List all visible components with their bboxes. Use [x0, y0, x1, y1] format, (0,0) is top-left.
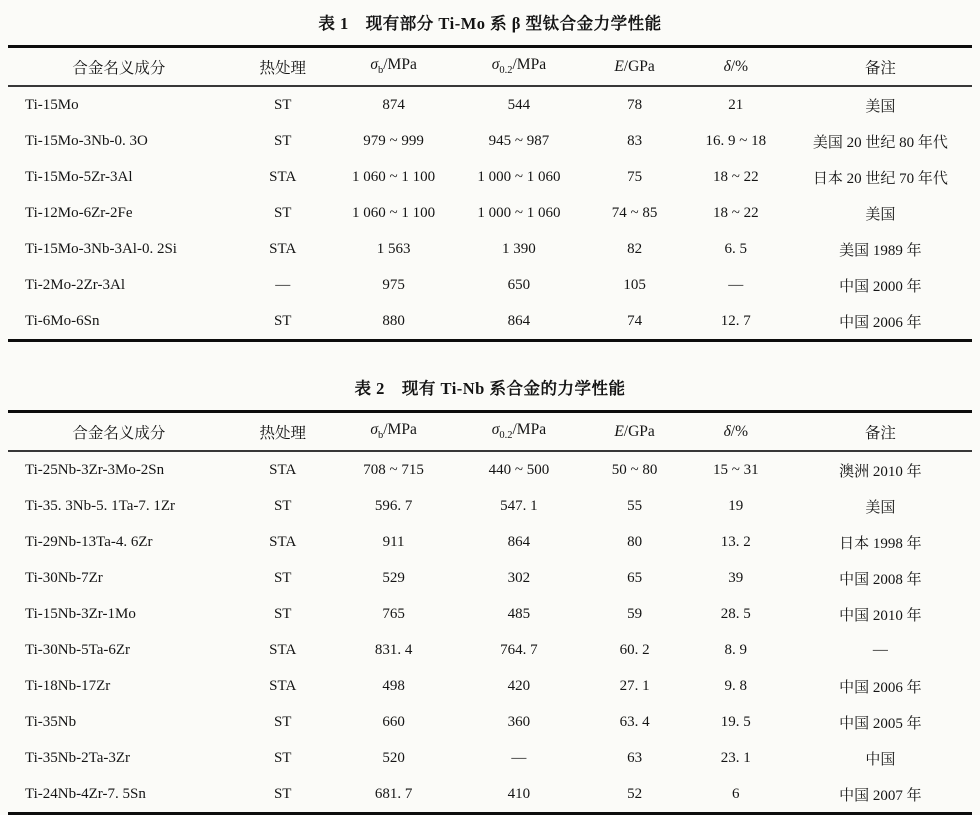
- cell-alloy-composition: Ti-25Nb-3Zr-3Mo-2Sn: [25, 461, 165, 478]
- col-header-elongation: [683, 47, 789, 87]
- cell-elongation: 21: [728, 96, 744, 113]
- cell-sigma-02: 764. 7: [500, 641, 538, 658]
- cell-elongation: —: [728, 276, 744, 293]
- sigma-02-subscript: 0.2: [499, 65, 513, 77]
- table-row: [8, 267, 972, 303]
- col-header-alloy-composition: 合金名义成分: [8, 412, 230, 452]
- cell-sigma-02: 1 390: [502, 240, 536, 257]
- cell-remark: 中国 2006 年: [839, 314, 922, 331]
- cell-sigma-b: 498: [382, 677, 405, 694]
- sigma-b-subscript: b: [377, 430, 384, 442]
- e-symbol: E: [614, 57, 624, 75]
- cell-alloy-composition: Ti-30Nb-7Zr: [25, 569, 103, 586]
- table-row: [8, 123, 972, 159]
- table-row: [8, 668, 972, 704]
- cell-sigma-b: 529: [382, 569, 405, 586]
- cell-alloy-composition: Ti-15Nb-3Zr-1Mo: [25, 605, 136, 622]
- cell-heat-treatment: STA: [269, 240, 297, 257]
- cell-remark: 美国 1989 年: [839, 242, 922, 259]
- cell-heat-treatment: ST: [273, 605, 292, 622]
- table1-body: [8, 86, 972, 341]
- cell-remark: 美国: [865, 499, 896, 516]
- cell-elastic-modulus: 105: [623, 276, 646, 293]
- cell-heat-treatment: ST: [273, 713, 292, 730]
- cell-remark: 中国: [865, 751, 896, 768]
- cell-heat-treatment: ST: [273, 785, 292, 802]
- cell-sigma-b: 975: [382, 276, 405, 293]
- table1-title: 表 1 现有部分 Ti-Mo 系 β 型钛合金力学性能: [318, 14, 662, 33]
- cell-sigma-02: 440 ~ 500: [488, 461, 550, 478]
- cell-remark: 日本 20 世纪 70 年代: [812, 170, 948, 187]
- cell-alloy-composition: Ti-35. 3Nb-5. 1Ta-7. 1Zr: [25, 497, 176, 514]
- cell-remark: 中国 2008 年: [839, 571, 922, 588]
- cell-elongation: 19: [728, 497, 744, 514]
- cell-sigma-b: 708 ~ 715: [363, 461, 424, 478]
- cell-alloy-composition: Ti-29Nb-13Ta-4. 6Zr: [25, 533, 153, 550]
- cell-sigma-02: 544: [507, 96, 531, 113]
- cell-remark: 中国 2000 年: [839, 278, 922, 295]
- cell-heat-treatment: ST: [273, 312, 292, 329]
- table2: [8, 410, 972, 815]
- e-symbol: E: [614, 422, 624, 440]
- cell-sigma-b: 911: [382, 533, 405, 550]
- cell-sigma-b: 596. 7: [374, 497, 413, 514]
- cell-remark: 中国 2007 年: [839, 787, 922, 804]
- cell-elastic-modulus: 80: [627, 533, 643, 550]
- cell-elastic-modulus: 50 ~ 80: [611, 461, 658, 478]
- cell-elongation: 12. 7: [720, 312, 751, 329]
- cell-elastic-modulus: 65: [627, 569, 643, 586]
- delta-unit: /%: [730, 57, 748, 75]
- cell-sigma-b: 831. 4: [374, 641, 413, 658]
- delta-unit: /%: [730, 422, 748, 440]
- cell-sigma-b: 1 060 ~ 1 100: [352, 168, 436, 185]
- col-header-elongation: [683, 412, 789, 452]
- cell-elastic-modulus: 27. 1: [619, 677, 650, 694]
- cell-heat-treatment: ST: [273, 204, 292, 221]
- cell-alloy-composition: Ti-15Mo-3Nb-0. 3O: [25, 132, 148, 149]
- table2-title: 表 2 现有 Ti-Nb 系合金的力学性能: [354, 379, 626, 398]
- cell-alloy-composition: Ti-30Nb-5Ta-6Zr: [25, 641, 131, 658]
- cell-sigma-02: 547. 1: [500, 497, 538, 514]
- sigma-02-unit: /MPa: [512, 421, 547, 439]
- cell-sigma-02: 1 000 ~ 1 060: [477, 168, 561, 185]
- table-row: [8, 451, 972, 488]
- cell-elongation: 6. 5: [724, 240, 748, 257]
- cell-heat-treatment: ST: [273, 497, 292, 514]
- cell-sigma-b: 1 563: [376, 240, 411, 257]
- table-row: [8, 560, 972, 596]
- cell-elongation: 15 ~ 31: [712, 461, 759, 478]
- table2-body: [8, 451, 972, 814]
- cell-sigma-b: 880: [382, 312, 405, 329]
- table2-header-row: [8, 412, 972, 452]
- table-row: [8, 195, 972, 231]
- cell-elastic-modulus: 59: [627, 605, 643, 622]
- table1-section: [8, 4, 972, 342]
- table-row: [8, 704, 972, 740]
- cell-alloy-composition: Ti-24Nb-4Zr-7. 5Sn: [25, 785, 146, 802]
- table-row: [8, 159, 972, 195]
- cell-sigma-02: 945 ~ 987: [488, 132, 550, 149]
- col-header-heat-treatment: 热处理: [230, 412, 336, 452]
- table-row: [8, 488, 972, 524]
- cell-elongation: 19. 5: [720, 713, 751, 730]
- cell-alloy-composition: Ti-18Nb-17Zr: [25, 677, 111, 694]
- cell-heat-treatment: ST: [273, 96, 292, 113]
- cell-elastic-modulus: 83: [627, 132, 643, 149]
- cell-elastic-modulus: 60. 2: [619, 641, 650, 658]
- cell-heat-treatment: STA: [269, 533, 297, 550]
- cell-elongation: 9. 8: [724, 677, 748, 694]
- col-header-sigma-02: [451, 47, 586, 87]
- cell-remark: 日本 1998 年: [839, 535, 922, 552]
- table2-section: [8, 369, 972, 815]
- cell-sigma-02: 410: [507, 785, 531, 802]
- sigma-02-subscript: 0.2: [499, 430, 513, 442]
- cell-remark: 美国: [865, 206, 896, 223]
- cell-elongation: 8. 9: [724, 641, 748, 658]
- col-header-sigma-02: [451, 412, 586, 452]
- table-row: [8, 86, 972, 123]
- col-header-sigma-b: [336, 47, 452, 87]
- cell-heat-treatment: STA: [269, 168, 297, 185]
- e-unit: /GPa: [623, 57, 655, 75]
- cell-alloy-composition: Ti-15Mo-5Zr-3Al: [25, 168, 133, 185]
- cell-alloy-composition: Ti-15Mo-3Nb-3Al-0. 2Si: [25, 240, 177, 257]
- delta-symbol: δ: [723, 57, 731, 75]
- cell-heat-treatment: —: [275, 276, 291, 293]
- cell-sigma-b: 681. 7: [374, 785, 413, 802]
- cell-elastic-modulus: 63. 4: [619, 713, 650, 730]
- table-row: [8, 231, 972, 267]
- sigma-symbol: σ: [370, 56, 378, 74]
- cell-sigma-02: 1 000 ~ 1 060: [477, 204, 561, 221]
- delta-symbol: δ: [723, 422, 731, 440]
- cell-elastic-modulus: 63: [627, 749, 643, 766]
- table-row: [8, 776, 972, 814]
- cell-elastic-modulus: 55: [627, 497, 643, 514]
- cell-heat-treatment: STA: [269, 641, 297, 658]
- cell-elongation: 28. 5: [720, 605, 751, 622]
- cell-sigma-b: 520: [382, 749, 405, 766]
- table-row: [8, 524, 972, 560]
- table1-header-row: [8, 47, 972, 87]
- cell-heat-treatment: STA: [269, 461, 297, 478]
- col-header-elastic-modulus: [586, 47, 682, 87]
- table-row: [8, 303, 972, 341]
- cell-elongation: 6: [732, 785, 740, 802]
- col-header-alloy-composition: 合金名义成分: [8, 47, 230, 87]
- sigma-b-subscript: b: [377, 65, 384, 77]
- cell-remark: 美国 20 世纪 80 年代: [812, 134, 948, 151]
- cell-elastic-modulus: 74: [627, 312, 643, 329]
- cell-elongation: 18 ~ 22: [712, 168, 759, 185]
- cell-sigma-02: 650: [507, 276, 531, 293]
- table-row: [8, 596, 972, 632]
- cell-elastic-modulus: 74 ~ 85: [611, 204, 658, 221]
- sigma-symbol: σ: [370, 421, 378, 439]
- table1: [8, 45, 972, 342]
- cell-elastic-modulus: 82: [627, 240, 643, 257]
- cell-alloy-composition: Ti-35Nb: [25, 713, 77, 730]
- cell-heat-treatment: ST: [273, 132, 292, 149]
- cell-sigma-b: 979 ~ 999: [363, 132, 424, 149]
- cell-elastic-modulus: 78: [627, 96, 643, 113]
- cell-sigma-b: 874: [382, 96, 405, 113]
- cell-alloy-composition: Ti-6Mo-6Sn: [25, 312, 100, 329]
- cell-sigma-b: 765: [382, 605, 405, 622]
- cell-elongation: 23. 1: [720, 749, 751, 766]
- cell-sigma-02: —: [511, 749, 527, 766]
- cell-heat-treatment: STA: [269, 677, 297, 694]
- cell-elongation: 13. 2: [720, 533, 751, 550]
- sigma-b-unit: /MPa: [383, 421, 417, 439]
- cell-elongation: 18 ~ 22: [712, 204, 759, 221]
- cell-remark: —: [872, 641, 888, 658]
- cell-sigma-02: 302: [507, 569, 531, 586]
- col-header-heat-treatment: 热处理: [230, 47, 336, 87]
- sigma-symbol: σ: [491, 56, 500, 74]
- cell-sigma-02: 360: [507, 713, 531, 730]
- cell-alloy-composition: Ti-2Mo-2Zr-3Al: [25, 276, 125, 293]
- cell-remark: 美国: [865, 98, 896, 115]
- cell-remark: 中国 2006 年: [839, 679, 922, 696]
- col-header-remark: 备注: [789, 47, 972, 87]
- cell-remark: 中国 2010 年: [839, 607, 922, 624]
- sigma-02-unit: /MPa: [512, 56, 547, 74]
- table-row: [8, 632, 972, 668]
- cell-sigma-02: 420: [507, 677, 531, 694]
- cell-sigma-02: 864: [507, 312, 531, 329]
- cell-heat-treatment: ST: [273, 749, 292, 766]
- col-header-elastic-modulus: [586, 412, 682, 452]
- sigma-b-unit: /MPa: [383, 56, 417, 74]
- cell-sigma-b: 1 060 ~ 1 100: [352, 204, 436, 221]
- sigma-symbol: σ: [491, 421, 500, 439]
- cell-sigma-02: 864: [507, 533, 531, 550]
- cell-elongation: 39: [728, 569, 744, 586]
- cell-alloy-composition: Ti-35Nb-2Ta-3Zr: [25, 749, 131, 766]
- e-unit: /GPa: [623, 422, 655, 440]
- cell-elastic-modulus: 52: [627, 785, 643, 802]
- cell-sigma-02: 485: [507, 605, 531, 622]
- cell-alloy-composition: Ti-12Mo-6Zr-2Fe: [25, 204, 133, 221]
- cell-heat-treatment: ST: [273, 569, 292, 586]
- cell-alloy-composition: Ti-15Mo: [25, 96, 79, 113]
- col-header-sigma-b: [336, 412, 452, 452]
- cell-sigma-b: 660: [382, 713, 405, 730]
- cell-elastic-modulus: 75: [627, 168, 643, 185]
- col-header-remark: 备注: [789, 412, 972, 452]
- cell-remark: 中国 2005 年: [839, 715, 922, 732]
- cell-remark: 澳洲 2010 年: [839, 463, 922, 480]
- cell-elongation: 16. 9 ~ 18: [705, 132, 767, 149]
